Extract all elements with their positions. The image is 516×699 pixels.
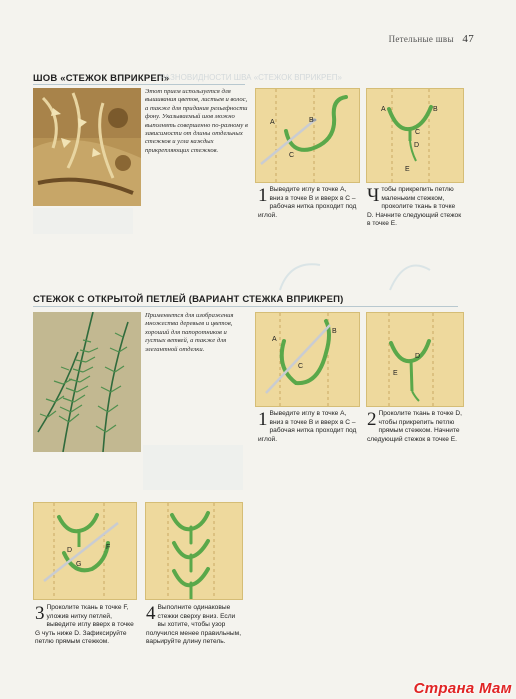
- section2-figure-4: [145, 502, 243, 600]
- section2-step-2: [367, 410, 463, 444]
- site-watermark: Страна Мам: [413, 680, 512, 697]
- step-number: 4: [146, 603, 156, 624]
- fig-label: D: [67, 547, 73, 554]
- fig-label: C: [415, 129, 421, 136]
- fig-label: D: [415, 353, 421, 360]
- section1-figure-1: [255, 88, 360, 183]
- fig-label: C: [289, 152, 295, 159]
- fig-label: C: [298, 363, 304, 370]
- section2-step-3: [35, 604, 135, 647]
- step-text: Проколите ткань в точке F, уложив нитку петлей, выведите иглу вверх в точке G чуть ниже D. Зафиксируйте петлю прямым стежком.: [35, 604, 134, 646]
- section1-title: ШОВ «СТЕЖОК ВПРИКРЕП»: [33, 73, 170, 84]
- section1-description: Этот прием используется для вышивания цветов, листьев и волос, а также для придания рельефности фону. Указываемый шов можно выполнять совершенно по-разному в зависимости от длины отдельных стежков и угла каждых прикрепляющих стежков.: [145, 88, 248, 154]
- fig-label: E: [393, 370, 398, 377]
- fig-label: A: [272, 336, 277, 343]
- fig-label: F: [106, 544, 111, 551]
- section2-rule: [33, 306, 458, 307]
- section2-title: СТЕЖОК С ОТКРЫТОЙ ПЕТЛЕЙ (ВАРИАНТ СТЕЖКА ВПРИКРЕП): [33, 294, 344, 305]
- section2-sample-photo: [33, 312, 141, 452]
- step-number: Ч: [367, 185, 380, 206]
- step-text: Выведите иглу в точке А, вниз в точке В и вверх в С – рабочая нитка проходит под иглой.: [258, 186, 357, 219]
- step-number: 3: [35, 603, 45, 624]
- header-section: Петельные швы: [388, 34, 454, 44]
- step-number: 2: [367, 409, 377, 430]
- section1-figure-2: [366, 88, 464, 183]
- step-number: 1: [258, 185, 268, 206]
- step-text: тобы прикрепить петлю маленьким стежком, проколите ткань в точке D. Начните следующий стежок в точке Е.: [367, 186, 462, 228]
- fig-label: A: [381, 106, 386, 113]
- bleed-through-shapes: [270, 255, 450, 295]
- section2-step-4: [146, 604, 242, 647]
- bleed-through-block: [33, 208, 133, 234]
- fig-label: G: [76, 561, 82, 568]
- step-text: Выполните одинаковые стежки сверху вниз. Если вы хотите, чтобы узор получился менее правильным, варьируйте длину петель.: [146, 604, 242, 646]
- fig-label: B: [309, 117, 314, 124]
- section2-step-1: [258, 410, 358, 444]
- fig-label: B: [332, 328, 337, 335]
- section1-step-1: [258, 186, 358, 220]
- fig-label: D: [414, 142, 420, 149]
- fig-label: A: [270, 119, 275, 126]
- fig-label: E: [405, 166, 410, 173]
- section1-step-2: [367, 186, 463, 229]
- step-text: Выведите иглу в точке А, вниз в точке В и вверх в С – рабочая нитка проходит под иглой.: [258, 410, 357, 443]
- section2-figure-2: [366, 312, 464, 407]
- bleed-through-block: [143, 445, 243, 490]
- section1-rule: [33, 84, 245, 85]
- section1-sample-photo: [33, 88, 141, 206]
- section2-figure-3: [33, 502, 137, 600]
- fig-label: B: [433, 106, 438, 113]
- section2-figure-1: [255, 312, 360, 407]
- section2-description: Применяется для изображения множества деревьев и цветов, хороший для папоротников и густых ветвей, а также для элегантной отделки.: [145, 312, 234, 353]
- running-header: [389, 33, 474, 45]
- step-text: Проколите ткань в точке D, чтобы прикрепить петлю прямым стежком. Начните следующий стежок в точке Е.: [367, 410, 462, 443]
- step-number: 1: [258, 409, 268, 430]
- bleed-through-text: РАЗНОВИДНОСТИ ШВА «СТЕЖОК ВПРИКРЕП»: [160, 73, 342, 82]
- page-number: 47: [462, 33, 474, 45]
